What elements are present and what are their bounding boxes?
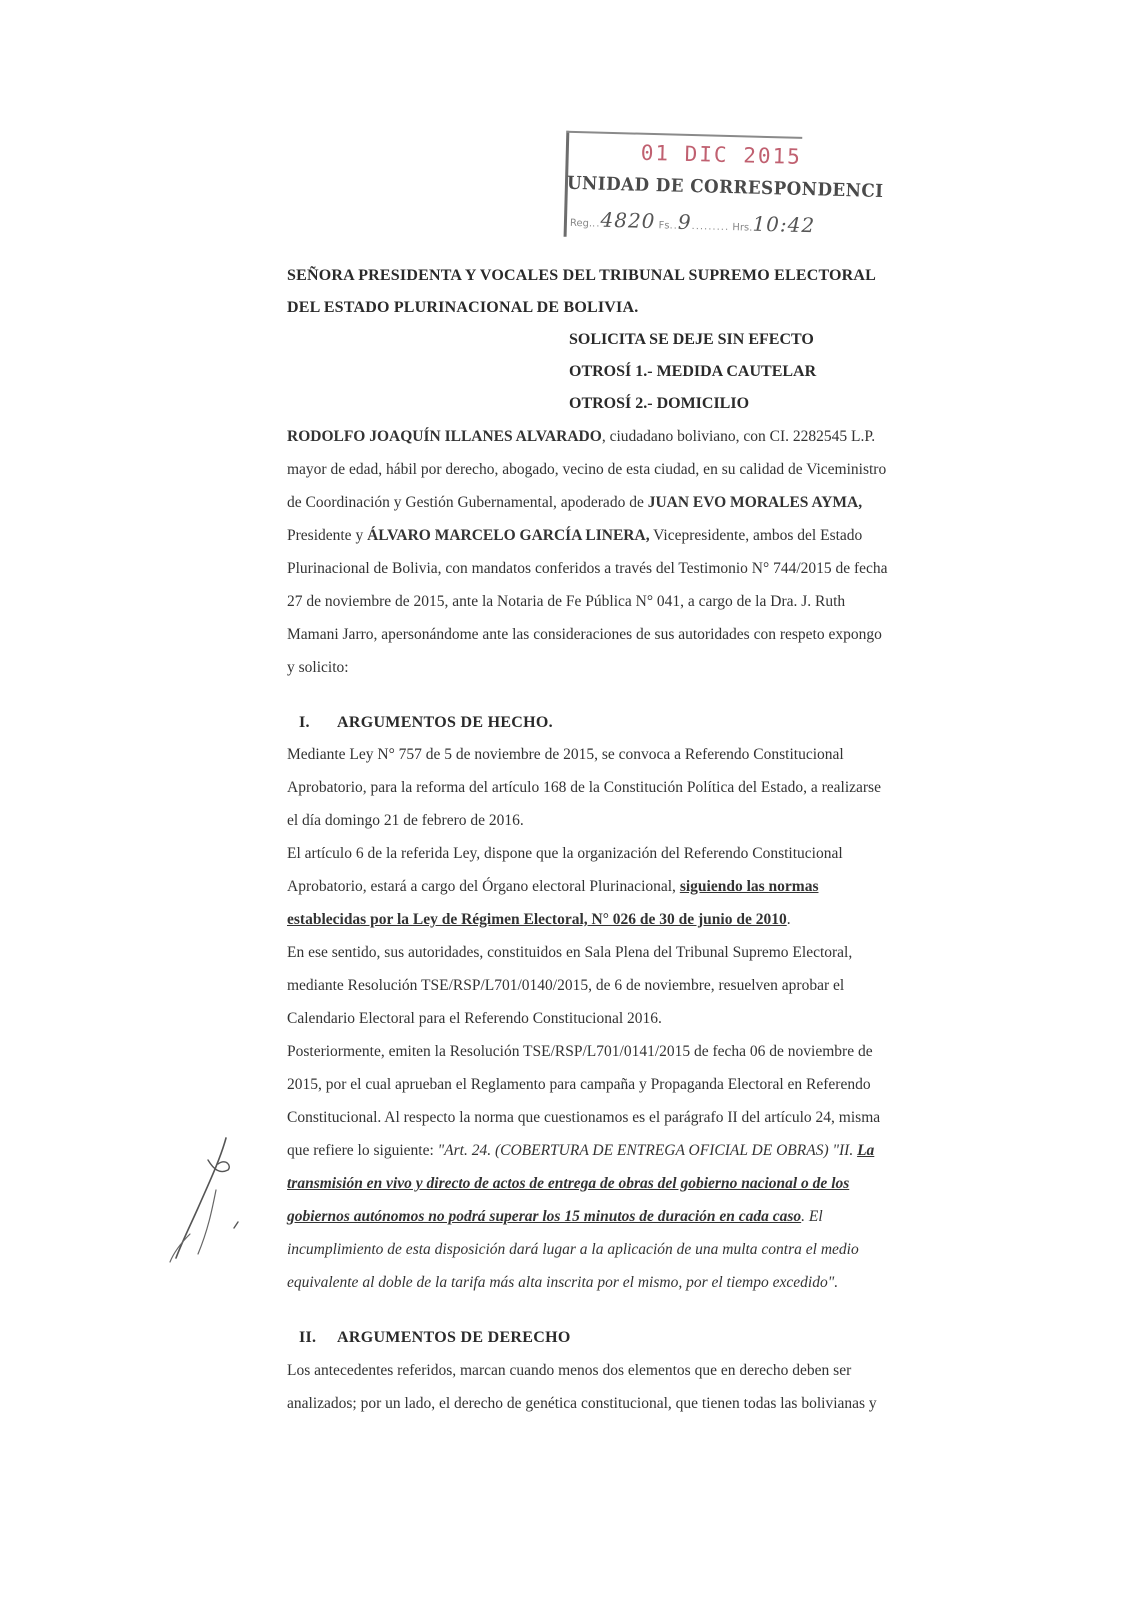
s1-p4-line-1: Posteriormente, emiten la Resolución TSE/RSP/L701/0141/2015 de fecha 06 de noviembre de bbox=[287, 1043, 873, 1060]
intro-line-3: de Coordinación y Gestión Gubernamental, apoderado de JUAN EVO MORALES AYMA, bbox=[287, 494, 863, 511]
s1-p4-line-7: incumplimiento de esta disposición dará lugar a la aplicación de una multa contra el medio bbox=[287, 1241, 859, 1258]
intro-line-2: mayor de edad, hábil por derecho, abogado, vecino de esta ciudad, en su calidad de Viceministro bbox=[287, 461, 887, 478]
s1-p2-line-3: establecidas por la Ley de Régimen Electoral, N° 026 de 30 de junio de 2010. bbox=[287, 911, 791, 928]
stamp-date: 01 DIC 2015 bbox=[640, 140, 803, 169]
handwritten-initials bbox=[168, 1130, 258, 1270]
reception-stamp bbox=[564, 125, 884, 244]
petition-line-3: OTROSÍ 2.- DOMICILIO bbox=[569, 395, 750, 412]
section-1-title: ARGUMENTOS DE HECHO. bbox=[337, 714, 553, 731]
stamp-registry-line: Reg...4820 Fs..9......... Hrs.10:42 bbox=[569, 207, 816, 238]
stamp-border-top bbox=[566, 131, 802, 139]
s1-p1-line-1: Mediante Ley N° 757 de 5 de noviembre de 2015, se convoca a Referendo Constitucional bbox=[287, 746, 844, 763]
s2-p1-line-1: Los antecedentes referidos, marcan cuando menos dos elementos que en derecho deben ser bbox=[287, 1362, 852, 1379]
stamp-reg-label: Reg. bbox=[569, 217, 593, 230]
section-2-number: II. bbox=[299, 1329, 317, 1346]
principal-name-2: ÁLVARO MARCELO GARCÍA LINERA, bbox=[367, 527, 650, 544]
stamp-hrs-label: Hrs. bbox=[732, 222, 753, 234]
petition-line-2: OTROSÍ 1.- MEDIDA CAUTELAR bbox=[569, 363, 817, 380]
intro-line-7: Mamani Jarro, apersonándome ante las consideraciones de sus autoridades con respeto expongo bbox=[287, 626, 882, 643]
quoted-article-title: "Art. 24. (COBERTURA DE ENTREGA OFICIAL DE OBRAS) "II. bbox=[437, 1142, 858, 1159]
intro-line-5: Plurinacional de Bolivia, con mandatos conferidos a través del Testimonio N° 744/2015 de fecha bbox=[287, 560, 888, 577]
section-1-number: I. bbox=[299, 714, 310, 731]
s1-p4-line-4: que refiere lo siguiente: "Art. 24. (COBERTURA DE ENTREGA OFICIAL DE OBRAS) "II. La bbox=[287, 1142, 875, 1159]
s1-p2-line-1: El artículo 6 de la referida Ley, dispone que la organización del Referendo Constitucional bbox=[287, 845, 843, 862]
s1-p1-line-3: el día domingo 21 de febrero de 2016. bbox=[287, 812, 524, 829]
s1-p4-line-5 bbox=[287, 1174, 849, 1194]
stamp-reg-value: 4820 bbox=[600, 207, 656, 234]
s1-p3-line-2: mediante Resolución TSE/RSP/L701/0140/2015, de 6 de noviembre, resuelven aprobar el bbox=[287, 977, 845, 994]
s2-p1-line-2: analizados; por un lado, el derecho de genética constitucional, que tienen todas las bolivianas y bbox=[287, 1395, 877, 1412]
quoted-text-emphasis-1: transmisión en vivo y directo de actos de entrega de obras del gobierno nacional o de los bbox=[287, 1175, 850, 1192]
s1-p4-line-8: equivalente al doble de la tarifa más alta inscrita por el mismo, por el tiempo excedido". bbox=[287, 1274, 839, 1291]
intro-line-6: 27 de noviembre de 2015, ante la Notaria de Fe Pública N° 041, a cargo de la Dra. J. Ruth bbox=[287, 593, 846, 610]
section-1-heading bbox=[299, 713, 553, 733]
quoted-text-emphasis-2: gobiernos autónomos no podrá superar los 15 minutos de duración en cada caso bbox=[287, 1208, 802, 1225]
principal-name-1: JUAN EVO MORALES AYMA, bbox=[647, 494, 863, 511]
s1-p2-line-2: Aprobatorio, estará a cargo del Órgano electoral Plurinacional, siguiendo las normas bbox=[287, 878, 819, 895]
addressee-line-2: DEL ESTADO PLURINACIONAL DE BOLIVIA. bbox=[287, 299, 639, 316]
s1-p4-line-6: gobiernos autónomos no podrá superar los 15 minutos de duración en cada caso. El bbox=[287, 1208, 823, 1225]
stamp-fs-value: 9 bbox=[677, 209, 693, 235]
section-2-title: ARGUMENTOS DE DERECHO bbox=[337, 1329, 571, 1346]
emphasis-law-reference: establecidas por la Ley de Régimen Electoral, N° 026 de 30 de junio de 2010 bbox=[287, 911, 787, 928]
s1-p3-line-3: Calendario Electoral para el Referendo Constitucional 2016. bbox=[287, 1010, 662, 1027]
s1-p1-line-2: Aprobatorio, para la reforma del artículo 168 de la Constitución Política del Estado, a realizarse bbox=[287, 779, 881, 796]
intro-line-1: RODOLFO JOAQUÍN ILLANES ALVARADO, ciudadano boliviano, con CI. 2282545 L.P. bbox=[287, 428, 876, 445]
intro-line-8: y solicito: bbox=[287, 659, 349, 676]
petition-line-1: SOLICITA SE DEJE SIN EFECTO bbox=[569, 331, 814, 348]
intro-line-4: Presidente y ÁLVARO MARCELO GARCÍA LINERA, Vicepresidente, ambos del Estado bbox=[287, 527, 863, 544]
stamp-office: UNIDAD DE CORRESPONDENCI bbox=[566, 172, 884, 203]
stamp-fs-label: Fs bbox=[658, 220, 670, 232]
emphasis-norms: siguiendo las normas bbox=[679, 878, 819, 895]
petitioner-name: RODOLFO JOAQUÍN ILLANES ALVARADO bbox=[287, 428, 602, 445]
stamp-hrs-value: 10:42 bbox=[752, 211, 816, 238]
s1-p3-line-1: En ese sentido, sus autoridades, constituidos en Sala Plena del Tribunal Supremo Electoral, bbox=[287, 944, 853, 961]
s1-p4-line-2: 2015, por el cual aprueban el Reglamento para campaña y Propaganda Electoral en Referendo bbox=[287, 1076, 871, 1093]
addressee-line-1: SEÑORA PRESIDENTA Y VOCALES DEL TRIBUNAL SUPREMO ELECTORAL bbox=[287, 267, 877, 284]
section-2-heading bbox=[299, 1328, 571, 1348]
s1-p4-line-3: Constitucional. Al respecto la norma que cuestionamos es el parágrafo II del artículo 24, misma bbox=[287, 1109, 881, 1126]
